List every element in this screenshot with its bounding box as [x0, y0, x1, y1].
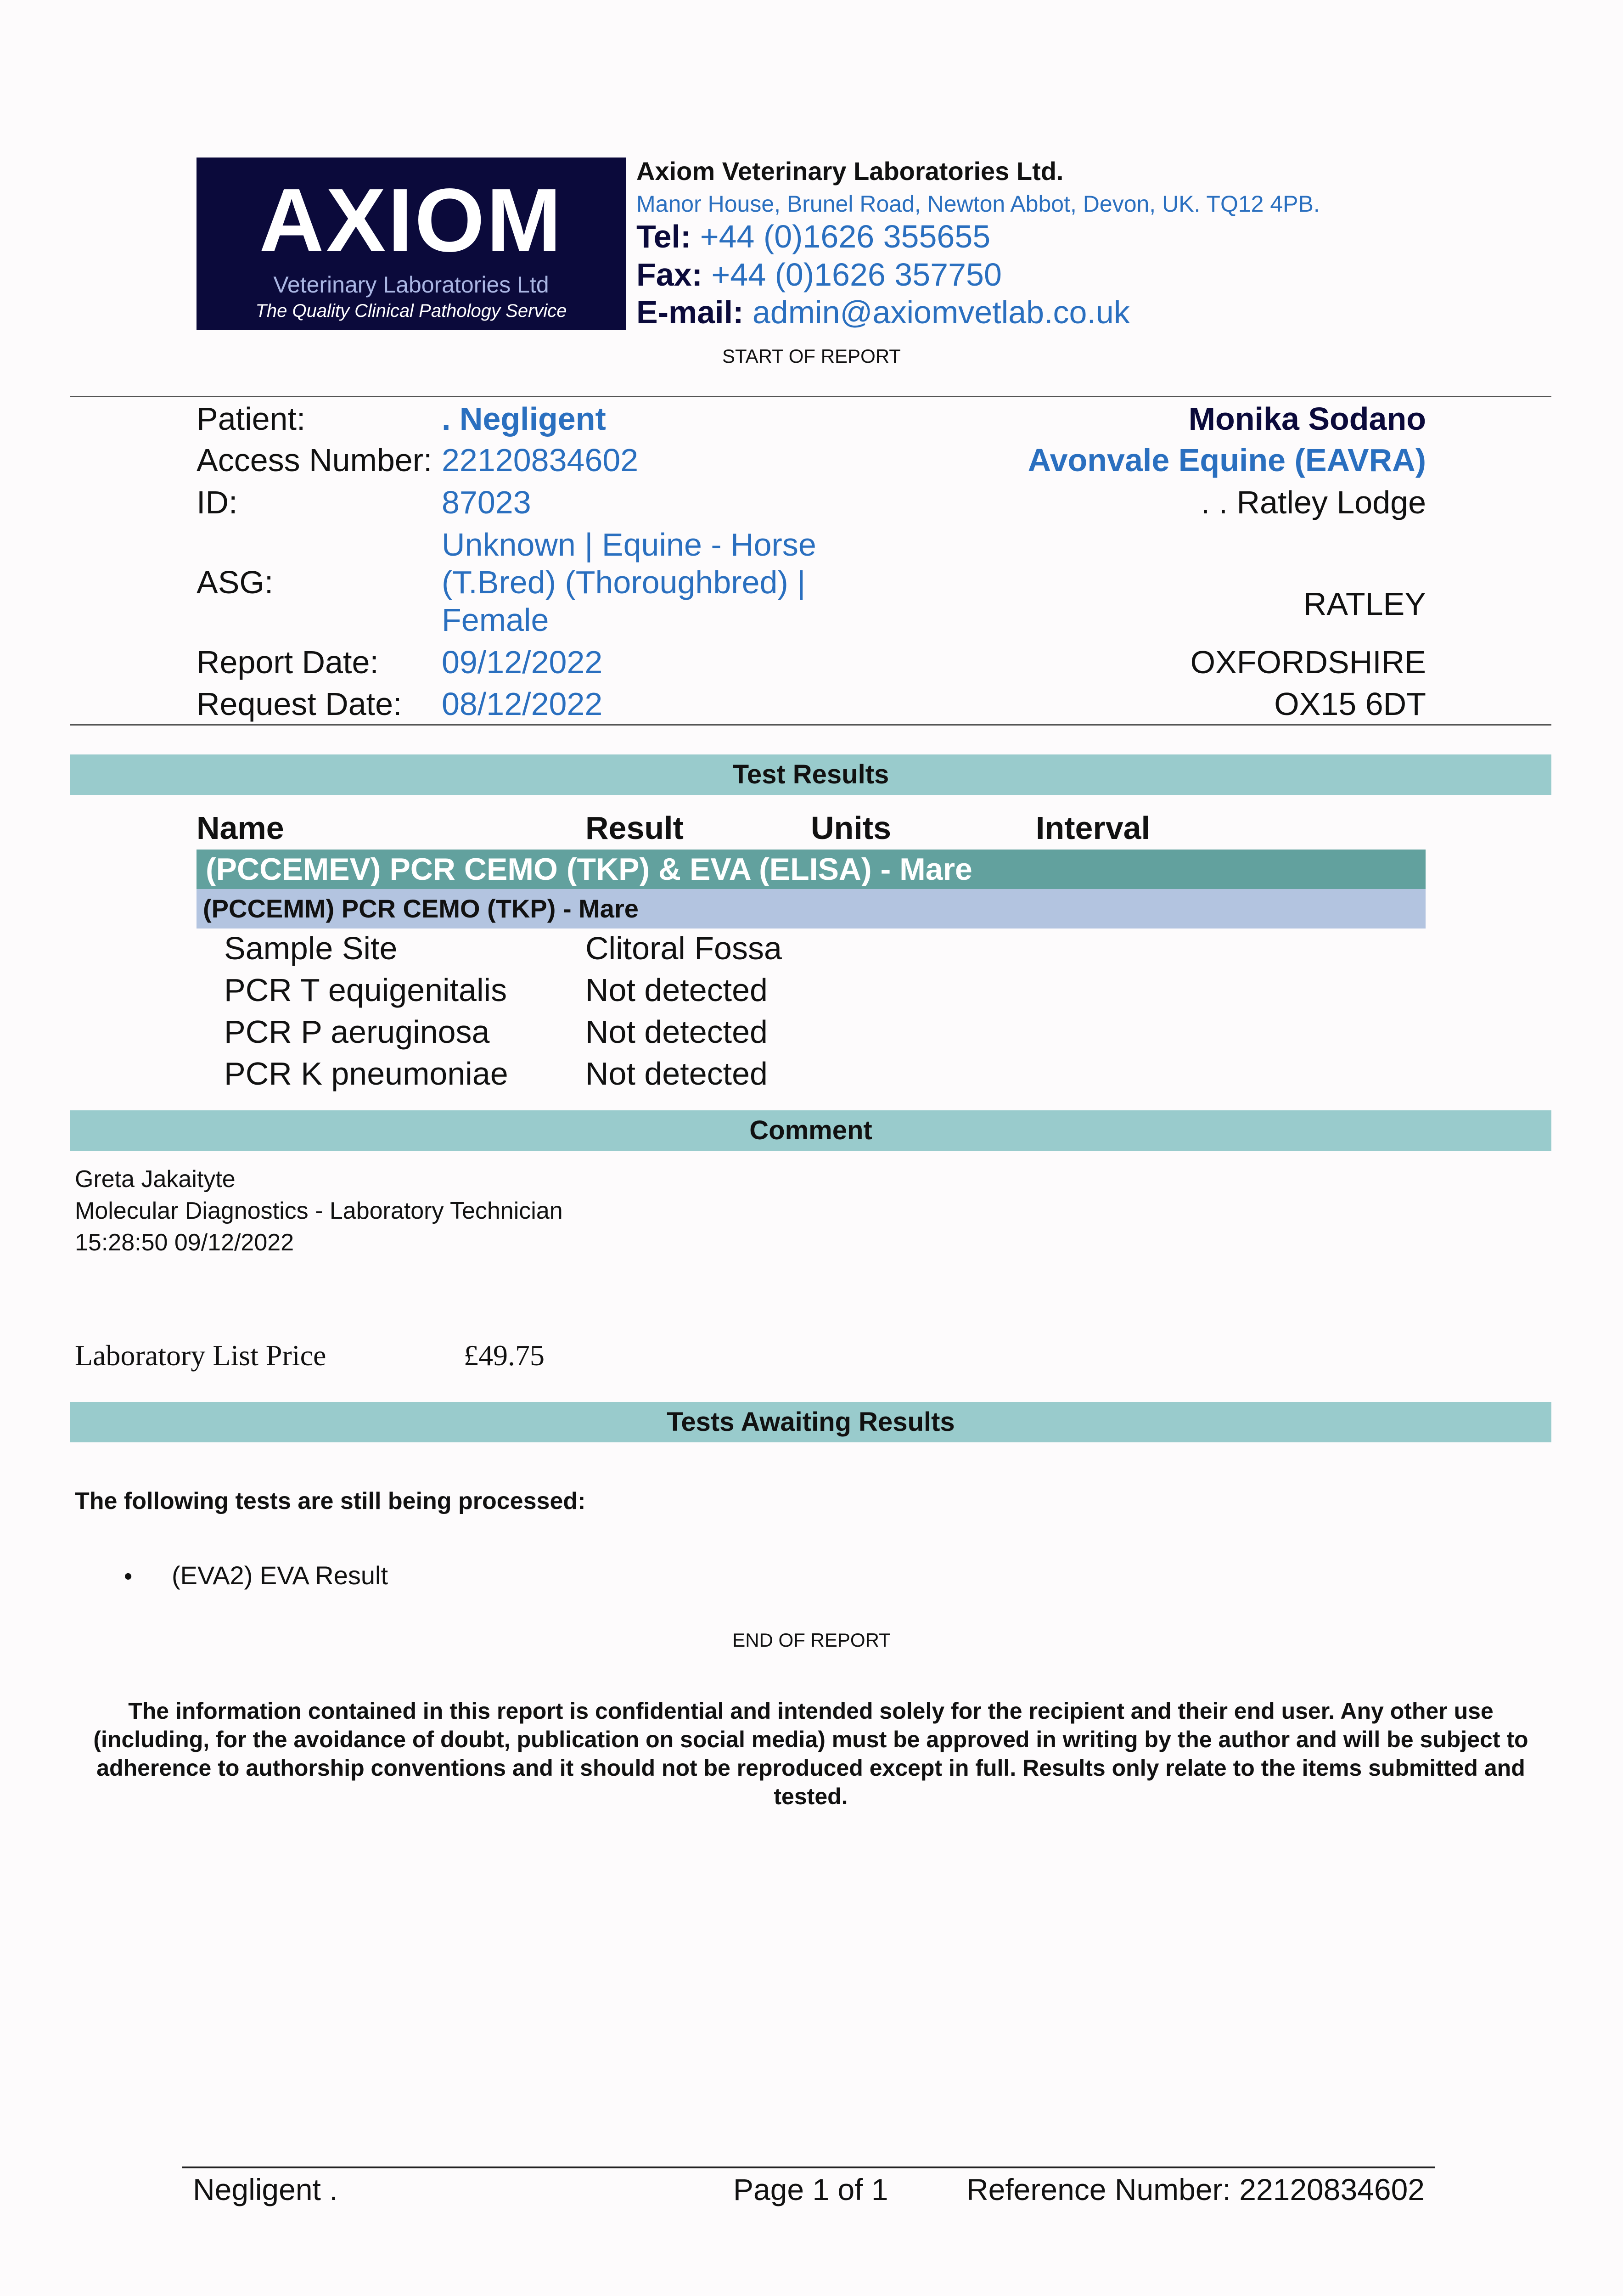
test-results-header: Test Results	[70, 754, 1551, 795]
awaiting-note: The following tests are still being processed:	[75, 1488, 586, 1514]
comment-timestamp: 15:28:50 09/12/2022	[75, 1229, 294, 1256]
tel-label: Tel:	[636, 219, 691, 254]
asg-line-3: Female	[442, 602, 549, 638]
result-row-value: Not detected	[585, 972, 768, 1008]
asg-line-2: (T.Bred) (Thoroughbred) |	[442, 564, 806, 600]
divider-patient-bottom	[70, 724, 1551, 726]
patient-id: 87023	[442, 484, 531, 520]
column-interval: Interval	[1036, 810, 1150, 846]
footer-divider	[182, 2167, 1435, 2168]
client-county: OXFORDSHIRE	[1190, 644, 1426, 680]
bullet-icon: •	[124, 1563, 133, 1590]
price-label: Laboratory List Price	[75, 1339, 326, 1372]
column-result: Result	[585, 810, 684, 846]
asg-label: ASG:	[197, 564, 274, 600]
tel-value: +44 (0)1626 355655	[700, 219, 991, 254]
result-row-name: PCR P aeruginosa	[224, 1014, 490, 1050]
comment-header: Comment	[70, 1110, 1551, 1151]
fax-value: +44 (0)1626 357750	[711, 257, 1002, 293]
request-date: 08/12/2022	[442, 686, 603, 722]
id-label: ID:	[197, 484, 238, 520]
client-postcode: OX15 6DT	[1274, 686, 1426, 722]
access-number: 22120834602	[442, 442, 639, 478]
company-fax	[636, 256, 1002, 293]
result-row-name: PCR K pneumoniae	[224, 1056, 508, 1092]
confidentiality-disclaimer: The information contained in this report is confidential and intended solely for the recipient and their end user. Any other use (including, for the avoidance of doubt, publication on social media) must be approved in writing by the author and will be subject to adherence to authorship conventions and it should not be reproduced except in full. Results only relate to the items submitted and tested.	[93, 1698, 1528, 1809]
footer-patient: Negligent .	[193, 2172, 338, 2206]
asg-line-1: Unknown | Equine - Horse	[442, 527, 816, 563]
result-row-value: Clitoral Fossa	[585, 930, 782, 966]
result-row-value: Not detected	[585, 1014, 768, 1050]
client-address-line: . . Ratley Lodge	[1201, 484, 1426, 520]
column-name: Name	[197, 810, 284, 846]
client-name: Monika Sodano	[1188, 401, 1426, 437]
technician-name: Greta Jakaityte	[75, 1166, 236, 1193]
awaiting-header: Tests Awaiting Results	[70, 1402, 1551, 1442]
email-value[interactable]: admin@axiomvetlab.co.uk	[752, 294, 1130, 330]
report-date: 09/12/2022	[442, 644, 603, 680]
column-units: Units	[811, 810, 891, 846]
company-address: Manor House, Brunel Road, Newton Abbot, Devon, UK. TQ12 4PB.	[636, 191, 1320, 217]
client-practice: Avonvale Equine (EAVRA)	[1028, 442, 1426, 478]
access-label: Access Number:	[197, 442, 432, 478]
company-email	[636, 294, 1130, 331]
test-subgroup-header: (PCCEMM) PCR CEMO (TKP) - Mare	[197, 889, 1426, 929]
price-value: £49.75	[464, 1339, 545, 1372]
client-town: RATLEY	[1303, 586, 1426, 622]
footer-page-number: Page 1 of 1	[733, 2172, 888, 2206]
divider-top	[70, 396, 1551, 397]
company-tel	[636, 218, 990, 255]
report-date-label: Report Date:	[197, 644, 379, 680]
test-group-header: (PCCEMEV) PCR CEMO (TKP) & EVA (ELISA) - Mare	[197, 850, 1426, 889]
company-name: Axiom Veterinary Laboratories Ltd.	[636, 157, 1064, 186]
patient-label: Patient:	[197, 401, 306, 437]
end-of-report: END OF REPORT	[732, 1629, 891, 1651]
request-date-label: Request Date:	[197, 686, 402, 722]
patient-name: . Negligent	[442, 401, 606, 437]
result-row-value: Not detected	[585, 1056, 768, 1092]
logo-subtitle: Veterinary Laboratories Ltd	[273, 272, 549, 298]
result-row-name: Sample Site	[224, 930, 398, 966]
logo-tagline: The Quality Clinical Pathology Service	[255, 301, 567, 321]
awaiting-item: (EVA2) EVA Result	[172, 1561, 388, 1590]
logo-wordmark: AXIOM	[259, 170, 563, 270]
start-of-report: START OF REPORT	[722, 345, 901, 367]
footer-reference: Reference Number: 22120834602	[966, 2172, 1425, 2206]
technician-role: Molecular Diagnostics - Laboratory Technician	[75, 1198, 563, 1224]
fax-label: Fax:	[636, 257, 702, 293]
result-row-name: PCR T equigenitalis	[224, 972, 507, 1008]
email-label: E-mail:	[636, 294, 744, 330]
company-logo	[197, 158, 626, 330]
